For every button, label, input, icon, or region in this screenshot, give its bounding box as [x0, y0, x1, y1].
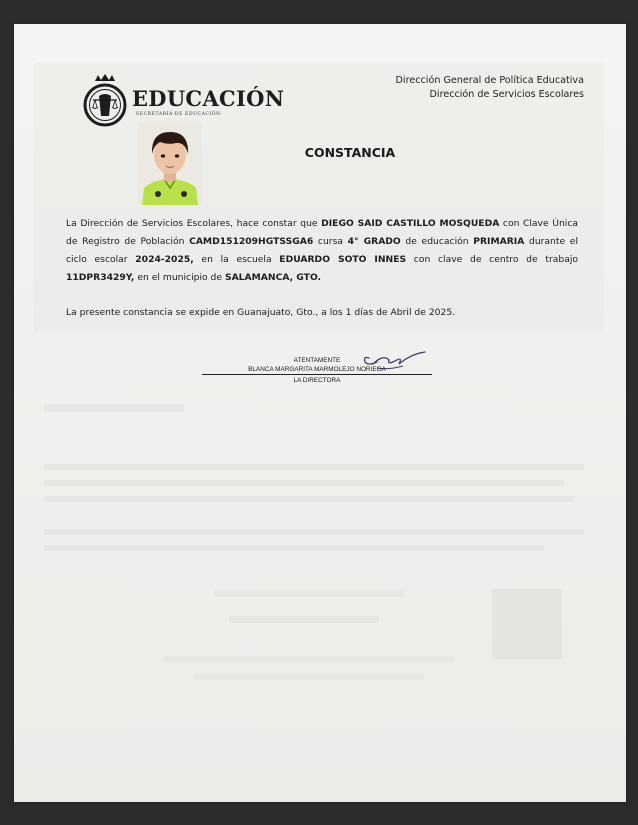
- closing-text: ATENTAMENTE: [293, 357, 341, 364]
- bleed-through: [44, 404, 184, 412]
- student-name: DIEGO SAID CASTILLO MOSQUEDA: [321, 218, 500, 229]
- school-cycle: 2024-2025,: [135, 254, 194, 265]
- body-text-part: en la escuela: [193, 254, 280, 265]
- certificate-body: [66, 215, 578, 287]
- signature-line: [202, 374, 432, 375]
- bleed-through: [194, 674, 424, 680]
- department-line-2: Dirección de Servicios Escolares: [429, 89, 584, 100]
- signature-block: [202, 356, 432, 385]
- student-photo: [138, 122, 202, 205]
- municipality: SALAMANCA, GTO.: [224, 272, 322, 283]
- bleed-through: [214, 590, 404, 597]
- body-text-part: con clave de centro de trabajo: [406, 254, 578, 265]
- department-line-1: Dirección General de Política Educativa: [395, 75, 584, 86]
- logo-wordmark: EDUCACIÓN: [132, 86, 285, 111]
- document-page: [14, 24, 626, 802]
- body-text-part: con Clave Única de Registro de Población: [66, 218, 578, 247]
- justice-seal-icon: [82, 72, 128, 128]
- body-text-part: La Dirección de Servicios Escolares, hace constar que: [66, 218, 322, 229]
- bleed-through: [44, 529, 584, 535]
- department-header: [396, 74, 584, 102]
- document-title: CONSTANCIA: [304, 145, 396, 160]
- body-text-part: en el municipio de: [134, 272, 225, 283]
- bleed-through: [44, 464, 584, 470]
- bleed-through: [492, 589, 562, 659]
- bleed-through: [44, 545, 544, 551]
- body-text-part: de educación: [400, 236, 474, 247]
- body-text-part: durante el ciclo escolar: [66, 236, 578, 265]
- signer-name: BLANCA MARGARITA MARMOLEJO NORIEGA: [248, 366, 386, 373]
- bleed-through: [229, 616, 379, 623]
- issue-statement: La presente constancia se expide en Guanajuato, Gto., a los 1 días de Abril de 2025.: [66, 307, 456, 318]
- curp-value: CAMD151209HGTSSGA6: [189, 236, 314, 247]
- school-code: 11DPR3429Y,: [66, 272, 135, 283]
- bleed-through: [44, 496, 574, 502]
- bleed-through: [44, 480, 564, 486]
- level-value: PRIMARIA: [473, 236, 525, 247]
- body-text-part: cursa: [313, 236, 348, 247]
- signer-role: LA DIRECTORA: [293, 377, 341, 384]
- logo-subtext: SECRETARÍA DE EDUCACIÓN: [136, 112, 221, 117]
- school-name: EDUARDO SOTO INNES: [279, 254, 407, 265]
- bleed-through: [164, 656, 454, 662]
- grade-value: 4° GRADO: [347, 236, 401, 247]
